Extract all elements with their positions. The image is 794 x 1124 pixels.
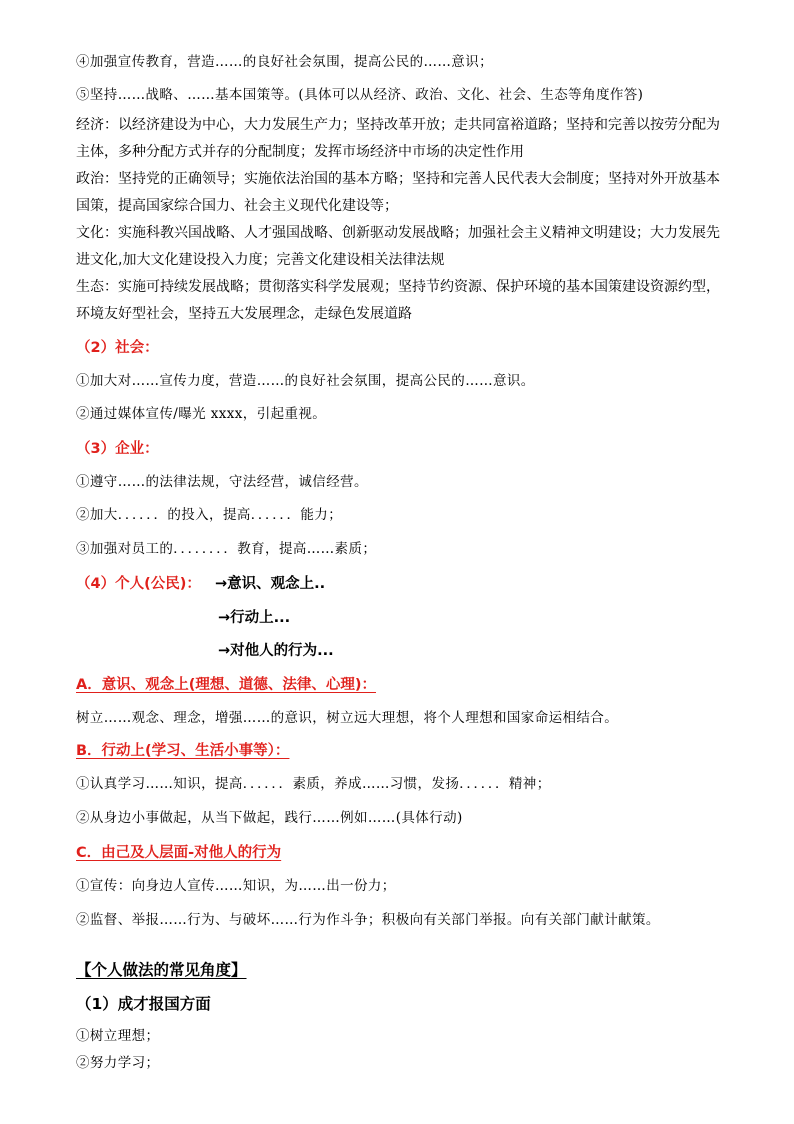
text-line: ①认真学习……知识，提高．．．．．．素质，养成……习惯，发扬．．．．．．精神； — [76, 776, 551, 792]
text-line: ①加大对……宣传力度，营造……的良好社会氛围，提高公民的……意识。 — [76, 373, 535, 389]
text-line: ②从身边小事做起，从当下做起，践行……例如……(具体行动) — [76, 810, 463, 826]
text-line: ①遵守……的法律法规，守法经营，诚信经营。 — [76, 474, 368, 490]
arrow-line: →意识、观念上.. — [215, 576, 326, 592]
text-line: ②通过媒体宣传/曝光 xxxx，引起重视。 — [76, 406, 327, 422]
heading-personal: （4）个人(公民)： — [76, 576, 201, 592]
subheading: （1）成才报国方面 — [76, 995, 211, 1013]
heading-b: B．行动上(学习、生活小事等）： — [76, 743, 290, 759]
heading-society: （2）社会： — [76, 340, 159, 356]
text-line: 文化：实施科教兴国战略、人才强国战略、创新驱动发展战略；加强社会主义精神文明建设；大力发展先 — [76, 225, 720, 241]
arrow-line: →对他人的行为... — [218, 643, 334, 659]
text-line: ②努力学习； — [76, 1055, 160, 1071]
text-line: ⑤坚持……战略、……基本国策等。(具体可以从经济、政治、文化、社会、生态等角度作答) — [76, 87, 644, 103]
text-line: 环境友好型社会，坚持五大发展理念，走绿色发展道路 — [76, 306, 412, 322]
heading-a: A．意识、观念上(理想、道德、法律、心理)： — [76, 677, 376, 693]
text-line: ②监督、举报……行为、与破坏……行为作斗争；积极向有关部门举报。向有关部门献计献策。 — [76, 912, 660, 928]
heading-enterprise: （3）企业： — [76, 441, 159, 457]
arrow-line: →行动上... — [218, 610, 291, 626]
text-line: ②加大．．．．．．的投入，提高．．．．．．能力； — [76, 507, 343, 523]
text-line: 生态：实施可持续发展战略；贯彻落实科学发展观；坚持节约资源、保护环境的基本国策建设资源约型， — [76, 279, 720, 295]
text-line: ④加强宣传教育，营造……的良好社会氛围，提高公民的……意识； — [76, 54, 493, 70]
heading-common-angles: 【个人做法的常见角度】 — [76, 961, 247, 979]
text-line: 国策，提高国家综合国力、社会主义现代化建设等； — [76, 198, 398, 214]
text-line: 进文化,加大文化建设投入力度；完善文化建设相关法律法规 — [76, 252, 445, 268]
text-line: 主体，多种分配方式并存的分配制度；发挥市场经济中市场的决定性作用 — [76, 144, 524, 160]
text-line: 树立……观念、理念，增强……的意识，树立远大理想，将个人理想和国家命运相结合。 — [76, 710, 619, 726]
text-line: ③加强对员工的．．．．．．．．教育，提高……素质； — [76, 541, 377, 557]
text-line: ①宣传：向身边人宣传……知识，为……出一份力； — [76, 878, 396, 894]
text-line: ①树立理想； — [76, 1028, 160, 1044]
text-line: 经济：以经济建设为中心，大力发展生产力；坚持改革开放；走共同富裕道路；坚持和完善以按劳分配为 — [76, 117, 720, 133]
heading-c: C．由己及人层面-对他人的行为 — [76, 845, 282, 861]
text-line: 政治：坚持党的正确领导；实施依法治国的基本方略；坚持和完善人民代表大会制度；坚持对外开放基本 — [76, 171, 720, 187]
